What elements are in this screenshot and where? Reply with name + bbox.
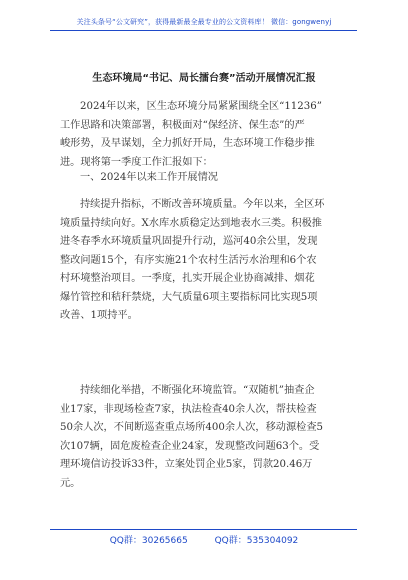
paragraph-line: 持续提升指标，不断改善环境质量。今年以来，全区环 xyxy=(80,199,325,210)
footer-divider xyxy=(50,529,357,530)
paragraph-line: 理环境信访投诉33件，立案处罚企业5家，罚款20.46万 xyxy=(60,459,313,470)
footer xyxy=(0,533,408,546)
intro-paragraph xyxy=(60,98,348,172)
intro-line: 2024年以来，区生态环境分局紧紧围绕全区“11236” xyxy=(80,101,322,112)
intro-line: 进。现将第一季度工作汇报如下： xyxy=(60,156,213,168)
paragraph-line: 业17家，非现场检查7家，执法检查40余人次，帮扶检查 xyxy=(60,403,317,415)
footer-qq-group-1: QQ群：30265665 xyxy=(109,536,188,546)
environment-quality-paragraph xyxy=(60,196,348,326)
paragraph-line: 爆竹管控和秸秆禁烧，大气质量6项主要指标同比实现5项 xyxy=(60,291,318,303)
paragraph-line: 进冬春季水环境质量巩固提升行动，巡河40余公里，发现 xyxy=(60,236,318,247)
paragraph-line: 改善、1项持平。 xyxy=(60,310,138,321)
document-title: 生态环境局“书记、局长擂台赛”活动开展情况汇报 xyxy=(92,73,316,84)
paragraph-line: 次107辆，固危废检查企业24家，发现整改问题63个。受 xyxy=(60,440,320,452)
footer-qq-group-2: QQ群：535304092 xyxy=(214,536,299,546)
paragraph-line: 村环境整治项目。一季度，扎实开展企业协商减排、烟花 xyxy=(60,273,315,284)
paragraph-line: 持续细化举措，不断强化环境监管。“双随机”抽查企 xyxy=(80,385,315,396)
paragraph-line: 整改问题15个，有序实施21个农村生活污水治理和6个农 xyxy=(60,254,317,266)
environment-supervision-paragraph xyxy=(60,382,348,493)
intro-line: 峻形势，及早谋划，全力抓好开局，生态环境工作稳步推 xyxy=(60,138,315,149)
section-heading: 一、2024年以来工作开展情况 xyxy=(80,172,218,183)
paragraph-line: 境质量持续向好。X水库水质稳定达到地表水三类。积极推 xyxy=(60,217,322,229)
paragraph-line: 50余人次，不间断巡查重点场所400余人次，移动源检查5 xyxy=(60,422,324,433)
header-banner-text: 关注头条号“公文研究”，获得最新最全最专业的公文资料库！ 微信：gongwenyj xyxy=(76,18,332,26)
paragraph-line: 元。 xyxy=(60,477,81,489)
intro-line: 工作思路和决策部署，积极面对“保经济、保生态”的严 xyxy=(60,119,305,131)
header-divider xyxy=(50,30,357,31)
